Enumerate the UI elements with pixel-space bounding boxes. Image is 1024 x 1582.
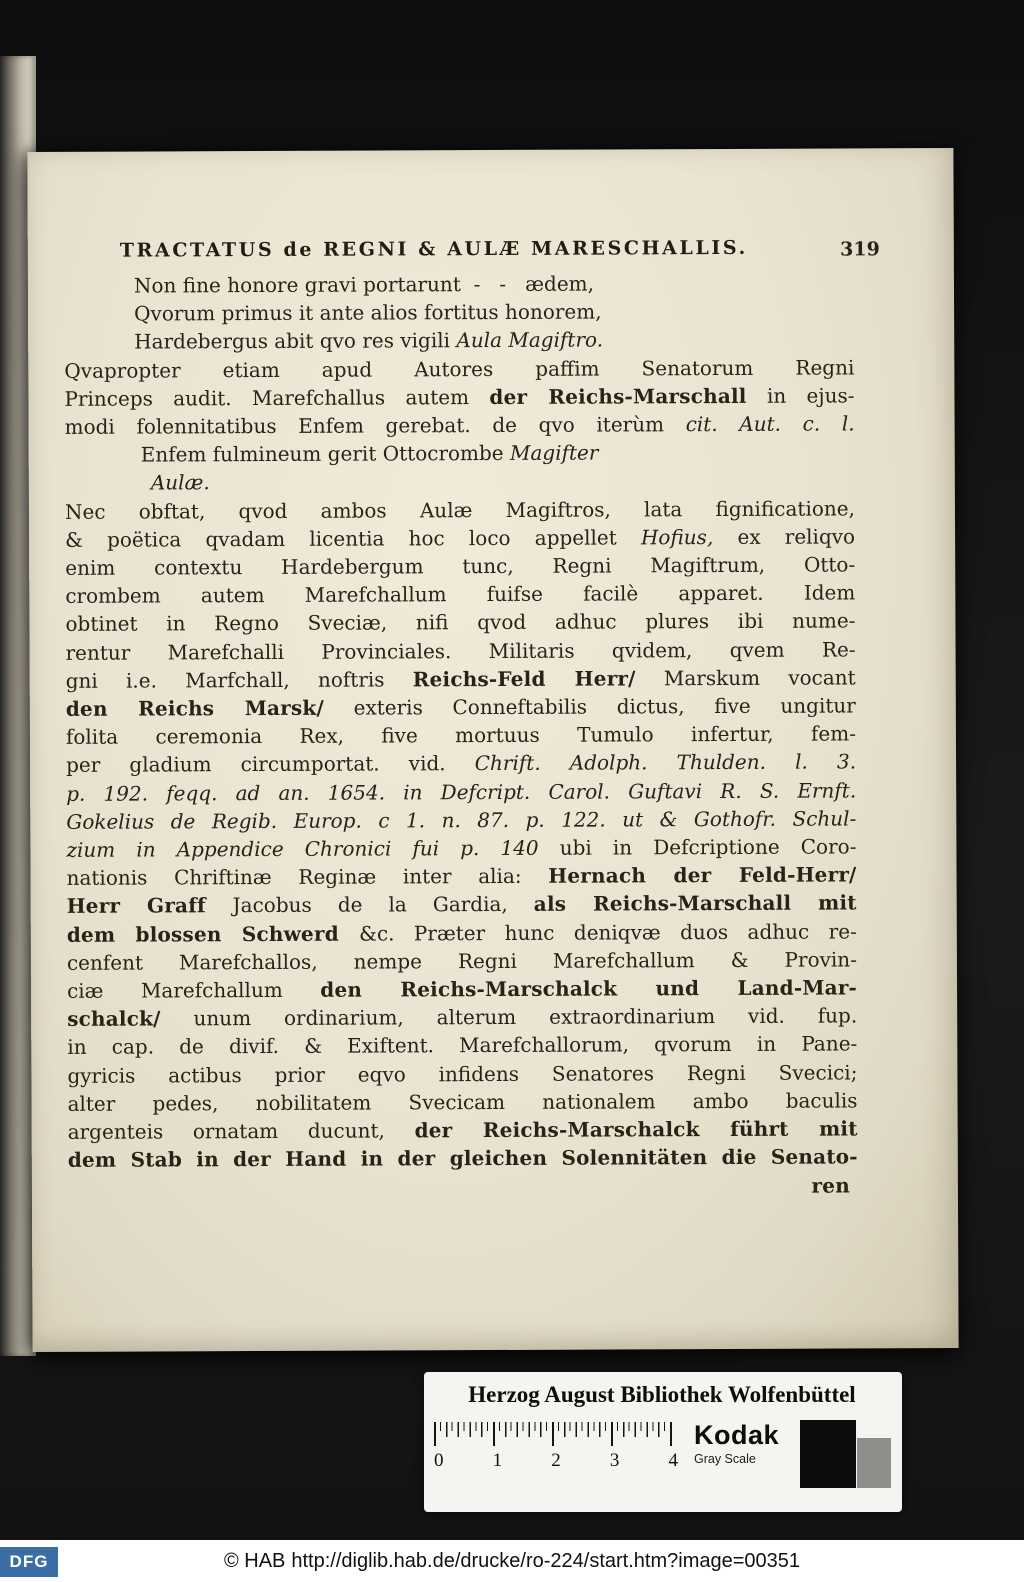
text-segment: &c. Præter hunc deniqvæ duos adhuc re-: [359, 919, 857, 946]
text-line: [64, 353, 854, 385]
ruler-numbers: [434, 1450, 678, 1472]
gray-scale-label: Gray Scale: [694, 1452, 756, 1466]
text-segment: Gokelius de Regib. Europ. c 1. n. 87. p. 122. ut & Gothofr. Schul-: [66, 806, 857, 834]
text-segment: Aulæ.: [150, 470, 210, 495]
text-segment: obtinet in Regno Sveciæ, nifi qvod adhuc plures ibi nume-: [65, 608, 856, 637]
text-segment: der Reichs-Marschall: [489, 383, 747, 409]
text-segment: dem blossen Schwerd: [66, 921, 360, 947]
text-line: [66, 776, 856, 808]
text-segment: Non fine honore gravi portarunt - - ædem,: [133, 271, 595, 298]
text-line: [65, 607, 855, 639]
text-line: [67, 973, 857, 1005]
text-line: [66, 861, 856, 893]
text-segment: Hofius,: [640, 524, 714, 550]
text-line: [66, 832, 856, 864]
text-segment: nationis Chriftinæ Reginæ inter alia:: [66, 864, 549, 891]
text-line: [66, 720, 856, 752]
text-segment: Princeps audit. Marefchallus autem: [64, 384, 490, 411]
text-line: [65, 494, 855, 526]
text-line: [66, 663, 856, 695]
text-segment: modi folennitatibus Enfem gerebat. de qvo iterùm: [64, 412, 686, 439]
text-segment: unum ordinarium, alterum extraordinarium vid. fup.: [160, 1003, 858, 1031]
text-line: [68, 1171, 858, 1203]
text-line: [66, 748, 856, 780]
text-segment: ex reliqvo: [713, 524, 856, 549]
text-line: [65, 522, 855, 554]
text-segment: alter pedes, nobilitatem Svecicam nationalem ambo baculis: [67, 1088, 858, 1116]
text-line: [64, 297, 854, 329]
text-segment: schalck/: [67, 1006, 161, 1032]
color-scale-card: [424, 1372, 902, 1512]
footer-bar: [0, 1540, 1024, 1582]
text-segment: exteris Conneftabilis dictus, five ungitur: [323, 693, 856, 720]
text-segment: cit. Aut. c. l.: [685, 411, 855, 437]
text-segment: folita ceremonia Rex, five mortuus Tumulo infertur, fem-: [65, 721, 856, 750]
text-line: [65, 579, 855, 611]
kodak-block: [694, 1422, 786, 1466]
text-line: [64, 268, 854, 300]
ruler-number: 1: [492, 1450, 503, 1471]
text-segment: in ejus-: [746, 383, 855, 408]
text-segment: zium in Appendice Chronici fui p. 140: [66, 835, 539, 862]
text-segment: argenteis ornatam ducunt,: [67, 1118, 415, 1144]
gray-scale-patch-gray: [857, 1438, 891, 1488]
text-line: [65, 438, 855, 470]
page-header: [64, 236, 880, 271]
text-segment: in cap. de divif. & Exiftent. Marefchallorum, qvorum in Pane-: [67, 1031, 858, 1060]
text-line: [64, 381, 854, 413]
gray-scale-patch-black: [800, 1420, 856, 1488]
text-segment: ren: [811, 1172, 850, 1198]
book-page: [27, 148, 958, 1352]
text-segment: ciæ Marefchallum: [66, 977, 321, 1003]
text-segment: Chrift. Adolph. Thulden. l. 3.: [474, 749, 857, 776]
text-line: [67, 1086, 857, 1118]
ruler-number: 3: [609, 1450, 620, 1471]
ruler: [434, 1422, 678, 1472]
text-line: [66, 635, 856, 667]
text-segment: Marskum vocant: [635, 665, 856, 691]
footer-credit: [224, 1550, 800, 1573]
text-segment: gni i.e. Marfchall, noftris: [65, 667, 413, 693]
text-segment: Hernach der Feld-Herr/: [548, 862, 857, 889]
ruler-number: 0: [434, 1450, 444, 1471]
text-segment: Hardebergus abit qvo res vigili: [134, 328, 457, 354]
text-line: [68, 1115, 858, 1147]
text-segment: enim contextu Hardebergum tunc, Regni Magiftrum, Otto-: [65, 552, 856, 580]
text-line: [67, 945, 857, 977]
copyright-label: © HAB: [223, 1549, 286, 1572]
text-line: [66, 691, 856, 723]
text-line: [67, 1058, 857, 1090]
text-line: [67, 889, 857, 921]
ruler-number: 2: [551, 1450, 561, 1471]
text-segment: Qvorum primus it ante alios fortitus honorem,: [134, 299, 602, 326]
scale-row: [434, 1420, 890, 1488]
text-segment: den Reichs Marsk/: [65, 695, 325, 721]
text-line: [65, 466, 855, 498]
text-segment: dem Stab in der Hand in der gleichen Solennitäten die Senato-: [67, 1144, 858, 1173]
text-segment: cenfent Marefchallos, nempe Regni Marefchallum & Provin-: [66, 947, 857, 975]
text-segment: Magifter: [509, 440, 599, 466]
text-segment: Herr Graff: [66, 893, 233, 919]
text-line: [67, 917, 857, 949]
ruler-ticks: [434, 1422, 674, 1446]
page-body: [64, 268, 858, 1202]
text-line: [64, 325, 854, 357]
text-segment: rentur Marefchalli Provinciales. Militaris qvidem, qvem Re-: [65, 637, 856, 665]
text-segment: p. 192. feqq. ad an. 1654. in Defcript. Carol. Guftavi R. S. Ernft.: [66, 778, 857, 806]
text-segment: als Reichs-Marschall mit: [533, 890, 857, 917]
text-segment: den Reichs-Marschalck und Land-Mar-: [320, 975, 858, 1002]
text-segment: der Reichs-Marschalck führt mit: [414, 1116, 858, 1143]
text-line: [65, 550, 855, 582]
text-segment: Qvapropter etiam apud Autores paffim Senatorum Regni: [64, 355, 855, 383]
running-title: TRACTATUS de REGNI & AULÆ MARESCHALLIS.: [119, 236, 748, 262]
text-segment: Enfem fulmineum gerit Ottocrombe: [140, 441, 511, 467]
text-line: [67, 1002, 857, 1034]
library-name: Herzog August Bibliothek Wolfenbüttel: [468, 1382, 856, 1407]
text-segment: ubi in Defcriptione Coro-: [538, 834, 857, 860]
text-line: [65, 409, 855, 441]
text-segment: Reichs-Feld Herr/: [412, 666, 636, 692]
text-segment: gyricis actibus prior eqvo infidens Senatores Regni Svecici;: [67, 1060, 858, 1088]
ruler-number: 4: [668, 1450, 678, 1471]
kodak-logo: Kodak: [694, 1420, 780, 1450]
text-segment: Aula Magiftro.: [456, 327, 604, 353]
text-line: [67, 1030, 857, 1062]
text-segment: Nec obftat, qvod ambos Aulæ Magiftros, lata fignificatione,: [64, 496, 856, 524]
page-number: 319: [840, 238, 880, 261]
text-line: [68, 1143, 858, 1175]
text-segment: Jacobus de la Gardia,: [232, 892, 534, 918]
text-line: [66, 804, 856, 836]
text-segment: per gladium circumportat. vid.: [66, 751, 475, 778]
text-segment: & poëtica qvadam licentia hoc loco appellet: [65, 525, 642, 552]
footer-url[interactable]: http://diglib.hab.de/drucke/ro-224/start.htm?image=00351: [291, 1549, 801, 1572]
dfg-logo: DFG: [0, 1547, 58, 1577]
text-segment: crombem autem Marefchallum fuifse facilè apparet. Idem: [65, 580, 856, 609]
